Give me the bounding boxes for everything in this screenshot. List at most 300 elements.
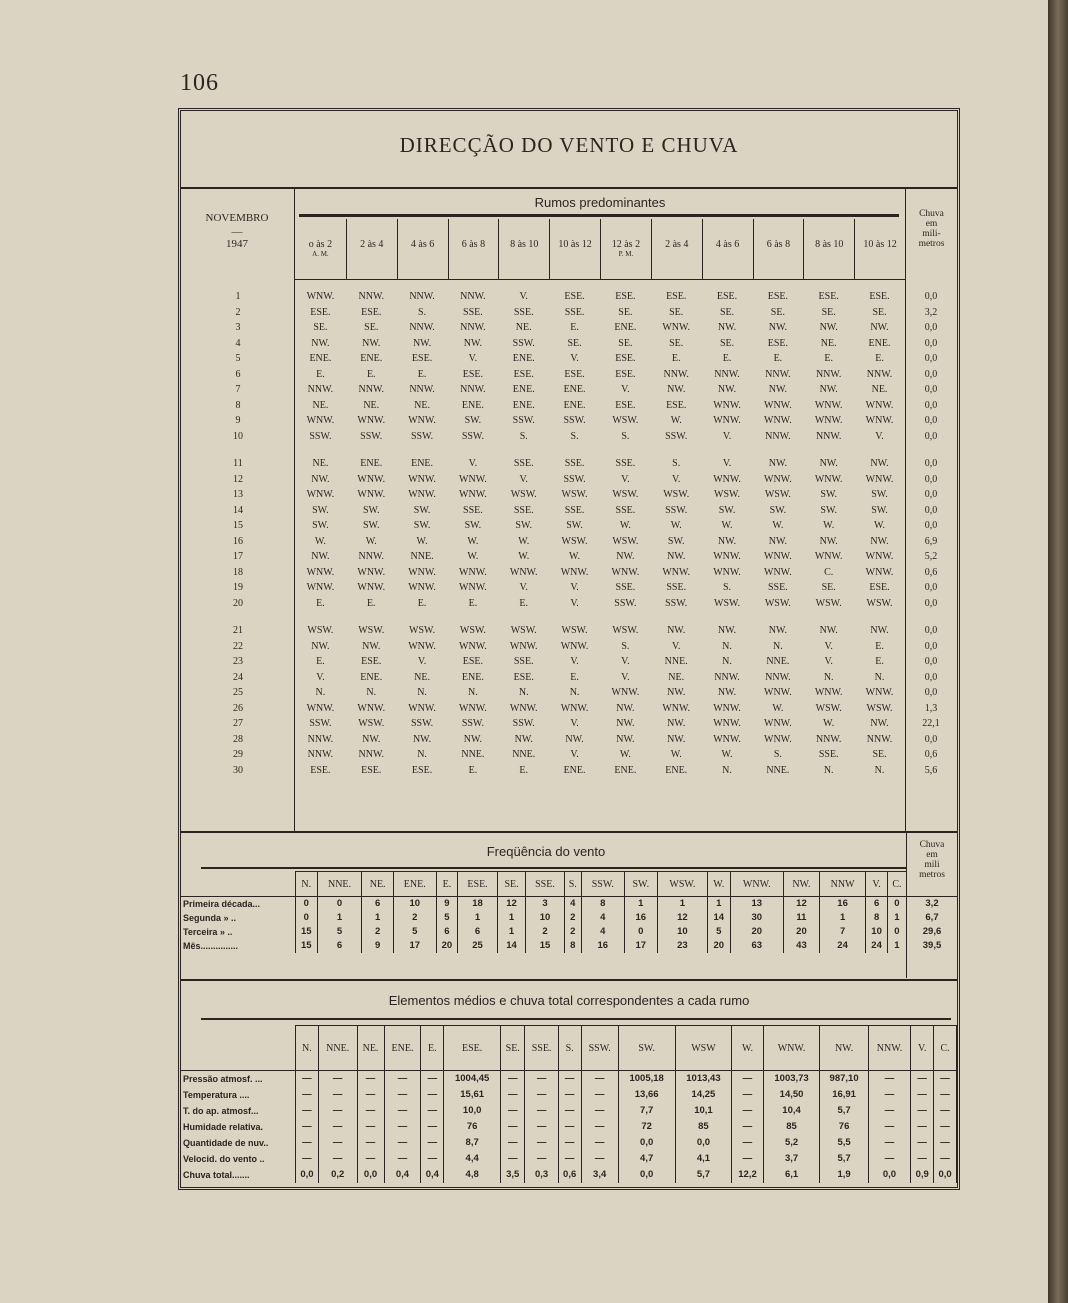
elem-value: — [934, 1135, 957, 1151]
hour-header [498, 219, 549, 279]
wind-direction: NW. [768, 384, 787, 395]
wind-direction: SE. [618, 337, 633, 349]
wind-direction: ESE. [462, 368, 484, 380]
elem-value: 5,7 [820, 1151, 868, 1167]
freq-count: 0 [887, 925, 906, 939]
freq-count: 2 [564, 925, 581, 939]
freq-count: 1 [887, 939, 906, 953]
wind-direction: NW. [819, 322, 838, 333]
freq-direction-header: NE. [362, 872, 393, 897]
wind-direction: WNW. [814, 551, 843, 562]
elem-value: 3,4 [581, 1167, 618, 1183]
wind-direction: NNW. [307, 733, 334, 745]
day-row [181, 487, 957, 503]
wind-direction: NW. [667, 625, 686, 636]
wind-direction: NW. [311, 640, 330, 652]
wind-direction: NW. [717, 625, 737, 636]
wind-direction: WNW. [611, 687, 640, 698]
wind-direction: V. [621, 671, 630, 683]
wind-direction: WSW. [612, 535, 639, 547]
elem-value: — [868, 1103, 911, 1119]
rain-value: 0,0 [924, 687, 938, 698]
elem-value: — [525, 1151, 558, 1167]
freq-direction-header: ESE. [458, 872, 498, 897]
day-row [181, 398, 957, 414]
elem-value: — [525, 1087, 558, 1103]
wind-direction: ENE. [461, 399, 484, 411]
rain-value: 3,2 [924, 306, 938, 318]
elem-value: — [296, 1135, 319, 1151]
elem-row-label: Velocid. do vento .. [181, 1151, 296, 1167]
wind-direction: NW. [819, 384, 838, 395]
wind-direction: WSW. [561, 625, 588, 636]
elem-value: 10,0 [444, 1103, 501, 1119]
rain-value: 22,1 [922, 718, 940, 729]
wind-direction: WSW. [510, 489, 537, 500]
wind-direction: NNW. [358, 291, 384, 302]
wind-direction: ENE. [360, 671, 383, 683]
elem-value: 76 [820, 1119, 868, 1135]
elem-value: — [384, 1071, 421, 1087]
rain-label-line: mili- [922, 229, 941, 239]
wind-direction: E. [773, 353, 783, 364]
wind-direction: NW. [717, 384, 737, 395]
wind-direction: WNW. [408, 415, 436, 426]
day-row [181, 305, 957, 321]
wind-direction: SE. [770, 306, 785, 318]
wind-direction: WNW. [662, 566, 691, 578]
wind-direction: NNW. [358, 749, 384, 760]
freq-count: 20 [730, 925, 783, 939]
freq-count: 10 [393, 897, 436, 911]
day-row [181, 580, 957, 596]
wind-direction: NW. [412, 733, 432, 745]
elem-value: — [558, 1151, 581, 1167]
day-number: 29 [233, 749, 243, 760]
year-label: 1947 [226, 238, 248, 250]
wind-direction: W. [619, 520, 631, 531]
wind-direction: WNW. [713, 473, 741, 485]
wind-direction: WNW. [764, 566, 792, 578]
freq-count: 0 [887, 897, 906, 911]
elem-value: — [581, 1151, 618, 1167]
day-number: 2 [235, 306, 241, 318]
wind-direction: ESE. [615, 353, 636, 364]
elem-direction-header: V. [911, 1026, 934, 1071]
day-number: 6 [235, 368, 241, 380]
wind-direction: C. [824, 566, 834, 578]
wind-direction: NW. [311, 337, 330, 349]
wind-direction: WNW. [713, 702, 741, 714]
elem-value: 14,50 [763, 1087, 820, 1103]
wind-direction: NW. [412, 337, 432, 349]
day-row [181, 639, 957, 655]
wind-direction: ESE. [869, 291, 890, 302]
rain-value: 0,0 [924, 473, 938, 485]
wind-direction: NW. [819, 458, 838, 469]
month-dash: — [231, 226, 243, 238]
elem-direction-header: N. [296, 1026, 319, 1071]
freq-count: 6 [458, 925, 498, 939]
freq-count: 5 [317, 925, 362, 939]
day-number: 20 [233, 597, 243, 609]
hour-range: 8 às 10 [815, 239, 844, 250]
wind-direction: ESE. [767, 337, 788, 349]
wind-direction: ESE. [361, 656, 382, 667]
wind-direction: WNW. [408, 489, 436, 500]
elem-value: — [318, 1087, 357, 1103]
wind-direction: E. [316, 656, 325, 667]
freq-count: 8 [866, 911, 888, 925]
hour-headers [295, 219, 905, 279]
elem-value: — [732, 1119, 763, 1135]
freq-row-label: Primeira década... [181, 897, 296, 911]
wind-direction: WSW. [866, 702, 893, 714]
rumos-table [181, 289, 957, 778]
day-row [181, 596, 957, 612]
wind-direction: SE. [719, 306, 735, 318]
elem-direction-header: ESE. [444, 1026, 501, 1071]
elem-direction-header: W. [732, 1026, 763, 1071]
wind-direction: V. [519, 473, 528, 485]
wind-direction: ESE. [462, 656, 484, 667]
rain-value: 5,2 [924, 551, 938, 562]
wind-direction: SE. [567, 337, 582, 349]
elem-row-label: Temperatura .... [181, 1087, 296, 1103]
wind-direction: NNW. [815, 430, 842, 442]
elem-value: — [525, 1103, 558, 1119]
elem-direction-header: E. [421, 1026, 444, 1071]
rain-value: 0,0 [924, 520, 938, 531]
wind-direction: E. [570, 671, 579, 683]
freq-count: 2 [564, 911, 581, 925]
elem-value: — [421, 1151, 444, 1167]
wind-direction: N. [518, 687, 529, 698]
hour-range: 6 às 8 [461, 239, 486, 250]
freq-count: 1 [624, 897, 657, 911]
elem-value: — [384, 1103, 421, 1119]
wind-direction: ENE. [309, 353, 332, 364]
wind-direction: NW. [768, 458, 787, 469]
wind-direction: SW. [820, 489, 837, 500]
hour-range: 12 às 2 [611, 239, 641, 250]
freq-table [181, 871, 957, 953]
day-row [181, 320, 957, 336]
wind-direction: NW. [870, 322, 889, 333]
elem-value: — [911, 1071, 934, 1087]
freq-count: 14 [708, 911, 730, 925]
book-spine [1048, 0, 1068, 1303]
wind-direction: V. [519, 291, 528, 302]
day-number: 28 [233, 733, 243, 745]
wind-direction: WNW. [662, 702, 691, 714]
wind-direction: NW. [514, 733, 533, 745]
hour-range: 2 às 4 [360, 239, 384, 250]
wind-direction: E. [468, 597, 478, 609]
wind-direction: WSW. [866, 597, 893, 609]
rain-value: 0,0 [924, 671, 938, 683]
wind-direction: SW. [464, 415, 482, 426]
wind-direction: WNW. [865, 551, 894, 562]
elem-value: — [296, 1087, 319, 1103]
wind-direction: WSW. [612, 625, 639, 636]
rain-header [906, 209, 957, 249]
wind-direction: WNW. [357, 702, 386, 714]
freq-count: 3 [526, 897, 565, 911]
elem-value: — [525, 1119, 558, 1135]
elem-row-label: Pressão atmosf. ... [181, 1071, 296, 1087]
wind-direction: E. [519, 764, 529, 776]
wind-direction: N. [569, 687, 580, 698]
wind-direction: SE. [313, 322, 328, 333]
table-frame [178, 108, 960, 1190]
elem-value: 0,9 [911, 1167, 934, 1183]
wind-direction: WNW. [357, 473, 386, 485]
wind-direction: WNW. [865, 399, 894, 411]
wind-direction: SSW. [309, 718, 332, 729]
wind-direction: WNW. [306, 291, 335, 302]
elem-divider [181, 979, 957, 981]
wind-direction: SW. [362, 520, 380, 531]
day-row [181, 367, 957, 383]
elem-value: 13,66 [618, 1087, 675, 1103]
hour-header [753, 219, 804, 279]
elem-value: — [318, 1135, 357, 1151]
wind-direction: NW. [616, 733, 635, 745]
elem-value: — [318, 1103, 357, 1119]
freq-direction-header: WSW. [657, 872, 707, 897]
wind-direction: N. [722, 764, 732, 776]
freq-count: 16 [581, 939, 624, 953]
elem-header-row [181, 1026, 957, 1071]
wind-direction: W. [416, 535, 428, 547]
wind-direction: NE. [515, 322, 532, 333]
wind-direction: NNW. [358, 551, 384, 562]
elem-value: — [421, 1119, 444, 1135]
hour-range: 4 às 6 [715, 239, 740, 250]
wind-direction: WNW. [764, 551, 792, 562]
elem-row-label: Humidade relativa. [181, 1119, 296, 1135]
elem-value: — [296, 1151, 319, 1167]
wind-direction: V. [621, 473, 630, 485]
elem-value: — [296, 1071, 319, 1087]
wind-direction: NE. [312, 458, 329, 469]
wind-direction: NE. [414, 399, 430, 411]
elem-value: — [384, 1135, 421, 1151]
wind-direction: V. [875, 430, 884, 442]
wind-direction: ESE. [767, 291, 788, 302]
wind-direction: WSW. [409, 625, 436, 636]
wind-direction: WNW. [459, 582, 487, 593]
freq-direction-header: SSE. [526, 872, 565, 897]
wind-direction: SSW. [410, 430, 434, 442]
wind-direction: WNW. [764, 473, 792, 485]
day-row [181, 685, 957, 701]
wind-direction: S. [621, 640, 630, 652]
elem-value: 0,4 [384, 1167, 421, 1183]
freq-count: 2 [362, 925, 393, 939]
freq-count: 11 [784, 911, 820, 925]
wind-direction: WSW. [612, 415, 639, 426]
wind-direction: NW. [819, 625, 838, 636]
wind-direction: WNW. [357, 415, 386, 426]
elem-direction-header: SSW. [581, 1026, 618, 1071]
rain-value: 0,0 [924, 430, 938, 442]
wind-direction: WSW. [358, 625, 385, 636]
wind-direction: E. [519, 597, 529, 609]
day-number: 24 [233, 671, 243, 683]
wind-direction: N. [773, 640, 783, 652]
wind-direction: SSE. [513, 656, 534, 667]
hour-range: o às 2 [308, 239, 333, 250]
wind-direction: SSE. [818, 749, 839, 760]
wind-direction: NW. [463, 733, 483, 745]
rain-label-line: Chuva [919, 840, 945, 850]
elem-row-label: Chuva total....... [181, 1167, 296, 1183]
elem-value: 1013,43 [675, 1071, 732, 1087]
wind-direction: WNW. [814, 687, 843, 698]
wind-direction: WSW. [764, 489, 791, 500]
wind-direction: V. [824, 656, 833, 667]
rain-value: 0,0 [924, 337, 938, 349]
freq-count: 6 [866, 897, 888, 911]
rain-value: 0,0 [924, 384, 938, 395]
wind-direction: NNE. [766, 656, 790, 667]
wind-direction: ESE. [564, 368, 585, 380]
wind-direction: NW. [616, 718, 635, 729]
day-number: 1 [235, 291, 241, 302]
wind-direction: NE. [820, 337, 837, 349]
elem-value: 6,1 [763, 1167, 820, 1183]
freq-direction-header: NW. [784, 872, 820, 897]
elem-value: — [296, 1103, 319, 1119]
wind-direction: NNW. [663, 368, 689, 380]
elem-value: — [558, 1071, 581, 1087]
wind-direction: NW. [565, 733, 584, 745]
freq-direction-header: N. [296, 872, 318, 897]
hour-header-rule [295, 279, 905, 280]
elem-value: 0,0 [675, 1135, 732, 1151]
elem-value: — [934, 1087, 957, 1103]
freq-rain: 29,6 [907, 925, 958, 939]
rain-value: 6,9 [924, 535, 938, 547]
wind-direction: W. [772, 520, 784, 531]
wind-direction: WNW. [814, 415, 843, 426]
wind-direction: SSE. [666, 582, 687, 593]
wind-direction: ENE. [868, 337, 891, 349]
elem-value: — [357, 1151, 384, 1167]
rain-value: 0,0 [924, 504, 938, 516]
wind-direction: WNW. [560, 566, 589, 578]
rumos-title: Rumos predominantes [534, 195, 666, 210]
hour-header [448, 219, 499, 279]
freq-count: 5 [393, 925, 436, 939]
elem-value: 1003,73 [763, 1071, 820, 1087]
wind-direction: ESE. [411, 353, 433, 364]
wind-direction: W. [365, 535, 377, 547]
wind-direction: WNW. [713, 733, 741, 745]
day-row [181, 701, 957, 717]
wind-direction: WNW. [408, 640, 436, 652]
freq-count: 10 [526, 911, 565, 925]
elem-value: — [318, 1151, 357, 1167]
freq-count: 1 [458, 911, 498, 925]
wind-direction: SE. [719, 337, 735, 349]
wind-direction: WNW. [560, 640, 589, 652]
hour-range: 10 às 12 [863, 239, 897, 250]
wind-direction: E. [570, 322, 579, 333]
freq-count: 63 [730, 939, 783, 953]
elem-value: — [501, 1151, 525, 1167]
wind-direction: SE. [872, 749, 887, 760]
wind-direction: SW. [413, 520, 431, 531]
wind-direction: WNW. [611, 566, 640, 578]
hour-period: P. M. [618, 250, 634, 258]
day-row [181, 429, 957, 445]
wind-direction: WNW. [713, 551, 741, 562]
wind-direction: SSW. [410, 718, 434, 729]
freq-direction-header: V. [866, 872, 888, 897]
freq-direction-header: SSW. [581, 872, 624, 897]
wind-direction: SSW. [461, 430, 484, 442]
freq-count: 2 [526, 925, 565, 939]
freq-count: 6 [317, 939, 362, 953]
elem-value: — [868, 1087, 911, 1103]
wind-direction: SSE. [615, 504, 636, 516]
elem-value: — [421, 1103, 444, 1119]
day-row [181, 565, 957, 581]
wind-direction: WNW. [865, 473, 894, 485]
wind-direction: E. [366, 368, 376, 380]
day-row [181, 472, 957, 488]
wind-direction: SSW. [512, 415, 535, 426]
elem-value: 7,7 [618, 1103, 675, 1119]
wind-direction: ESE. [310, 306, 331, 318]
wind-direction: NNW. [765, 671, 791, 683]
freq-count: 1 [887, 911, 906, 925]
wind-direction: SSE. [513, 458, 534, 469]
page-number: 106 [180, 70, 219, 96]
freq-count: 1 [497, 925, 525, 939]
wind-direction: N. [722, 640, 732, 652]
wind-direction: ENE. [411, 458, 434, 469]
wind-direction: E. [417, 597, 427, 609]
day-number: 25 [233, 687, 243, 698]
day-row [181, 351, 957, 367]
wind-direction: ESE. [411, 764, 433, 776]
freq-row [181, 911, 957, 925]
wind-direction: S. [723, 582, 732, 593]
freq-header-row [181, 872, 957, 897]
wind-direction: V. [824, 640, 833, 652]
wind-direction: E. [316, 597, 325, 609]
wind-direction: N. [417, 749, 427, 760]
wind-direction: ESE. [869, 582, 890, 593]
elem-value: — [868, 1119, 911, 1135]
elem-value: 3,7 [763, 1151, 820, 1167]
elem-value: — [911, 1103, 934, 1119]
wind-direction: V. [722, 458, 732, 469]
freq-count: 15 [526, 939, 565, 953]
elem-title: Elementos médios e chuva total correspondentes a cada rumo [388, 993, 750, 1008]
title-divider [181, 187, 957, 189]
elem-value: — [868, 1151, 911, 1167]
wind-direction: N. [874, 671, 885, 683]
wind-direction: W. [670, 749, 682, 760]
wind-direction: SSE. [513, 306, 534, 318]
day-number: 9 [235, 415, 241, 426]
wind-direction: WNW. [408, 582, 436, 593]
